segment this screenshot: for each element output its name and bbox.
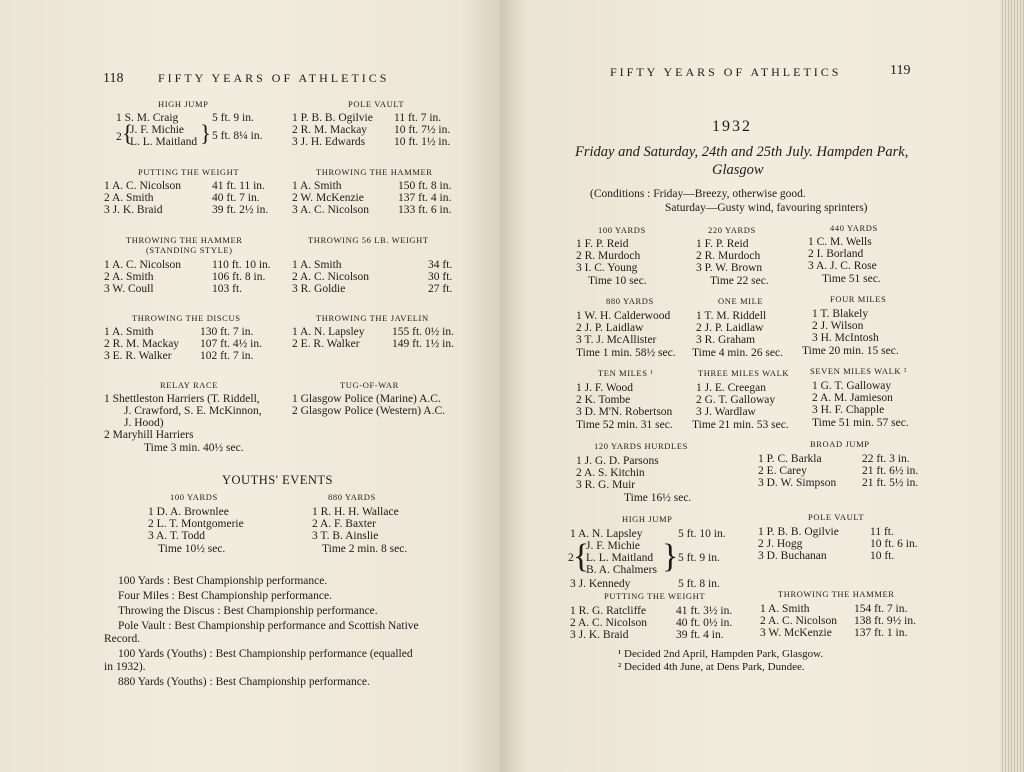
entry: 3 J. K. Braid xyxy=(570,629,629,641)
entry: J. F. Michie xyxy=(586,540,641,552)
entry: 2 R. Murdoch xyxy=(696,250,761,262)
entry: 1 W. H. Calderwood xyxy=(576,310,671,322)
entry: 3 I. C. Young xyxy=(576,262,638,274)
entry: 2 Maryhill Harriers xyxy=(104,429,194,441)
entry: L. L. Maitland xyxy=(130,136,198,148)
result: 5 ft. 8¼ in. xyxy=(212,130,263,142)
entry: 3 D. W. Simpson xyxy=(758,477,837,489)
result: 149 ft. 1½ in. xyxy=(392,338,454,350)
entry: 2 Glasgow Police (Western) A.C. xyxy=(292,405,446,417)
entry: 3 A. J. C. Rose xyxy=(808,260,877,272)
entry: 3 E. R. Walker xyxy=(104,350,172,362)
section-heading: THROWING THE DISCUS xyxy=(132,313,241,323)
section-heading: BROAD JUMP xyxy=(810,439,870,449)
running-head: FIFTY YEARS OF ATHLETICS xyxy=(158,71,390,85)
entry: 3 R. Graham xyxy=(696,334,756,346)
entry: 1 A. N. Lapsley xyxy=(570,528,643,540)
result: 150 ft. 8 in. xyxy=(398,180,452,192)
result: 154 ft. 7 in. xyxy=(854,603,908,615)
page-number: 118 xyxy=(103,71,124,86)
result: 11 ft. xyxy=(870,526,894,538)
section-heading: SEVEN MILES WALK ² xyxy=(810,366,908,376)
entry: 1 P. B. B. Ogilvie xyxy=(292,112,373,124)
race-time: Time 22 sec. xyxy=(710,275,769,287)
bracket-close: } xyxy=(200,121,212,146)
entry: 2 A. C. Nicolson xyxy=(570,617,647,629)
note: Record. xyxy=(104,633,141,645)
entry: 1 A. C. Nicolson xyxy=(104,180,181,192)
entry: 1 A. Smith xyxy=(292,180,342,192)
entry: J. F. Michie xyxy=(130,124,185,136)
result: 27 ft. xyxy=(428,283,453,295)
note: 100 Yards : Best Championship performance. xyxy=(118,575,328,587)
race-time: Time 52 min. 31 sec. xyxy=(576,419,673,431)
entry: 3 H. F. Chapple xyxy=(812,404,885,416)
section-heading: 220 YARDS xyxy=(708,225,756,235)
result: 137 ft. 1 in. xyxy=(854,627,908,639)
entry: 1 A. C. Nicolson xyxy=(104,259,181,271)
race-time: Time 2 min. 8 sec. xyxy=(322,543,408,555)
entry: 1 S. M. Craig xyxy=(116,112,179,124)
race-time: Time 20 min. 15 sec. xyxy=(802,345,899,357)
entry: 2 A. C. Nicolson xyxy=(292,271,369,283)
note: Four Miles : Best Championship performance. xyxy=(118,590,332,602)
section-heading: HIGH JUMP xyxy=(622,514,673,524)
entry: 1 R. H. H. Wallace xyxy=(312,506,399,518)
entry: 2 K. Tombe xyxy=(576,394,631,406)
race-time: Time 51 min. 57 sec. xyxy=(812,417,909,429)
footnote: ¹ Decided 2nd April, Hampden Park, Glasgow. xyxy=(618,648,824,660)
entry: 1 J. F. Wood xyxy=(576,382,634,394)
conditions: Saturday—Gusty wind, favouring sprinters) xyxy=(665,202,868,214)
result: 102 ft. 7 in. xyxy=(200,350,254,362)
result: 5 ft. 9 in. xyxy=(212,112,254,124)
note: in 1932). xyxy=(104,661,146,673)
result: 10 ft. 7½ in. xyxy=(394,124,451,136)
race-time: Time 1 min. 58½ sec. xyxy=(576,347,676,359)
section-heading: THROWING THE HAMMER xyxy=(778,589,895,599)
result: 130 ft. 7 in. xyxy=(200,326,254,338)
entry: 1 J. G. D. Parsons xyxy=(576,455,659,467)
entry: 3 W. McKenzie xyxy=(760,627,832,639)
section-heading: POLE VAULT xyxy=(808,512,865,522)
result: 133 ft. 6 in. xyxy=(398,204,452,216)
entry: 1 A. N. Lapsley xyxy=(292,326,365,338)
bracket-open: { xyxy=(122,121,134,146)
bracket-close: } xyxy=(662,538,679,575)
entry: 2 J. Hogg xyxy=(758,538,803,550)
entry: 2 L. T. Montgomerie xyxy=(148,518,244,530)
result: 21 ft. 6½ in. xyxy=(862,465,919,477)
result: 40 ft. 0½ in. xyxy=(676,617,733,629)
entry: 2 J. P. Laidlaw xyxy=(576,322,644,334)
result: 110 ft. 10 in. xyxy=(212,259,271,271)
footnote: ² Decided 4th June, at Dens Park, Dundee. xyxy=(618,661,805,673)
race-time: Time 4 min. 26 sec. xyxy=(692,347,783,359)
note: Pole Vault : Best Championship performance and Scottish Native xyxy=(118,620,419,632)
result: 106 ft. 8 in. xyxy=(212,271,266,283)
entry: 1 R. G. Ratcliffe xyxy=(570,605,647,617)
note: 880 Yards (Youths) : Best Championship performance. xyxy=(118,676,370,688)
entry: 3 W. Coull xyxy=(104,283,154,295)
entry: 2 R. M. Mackay xyxy=(104,338,180,350)
race-time: Time 3 min. 40½ sec. xyxy=(144,442,244,454)
conditions: (Conditions : Friday—Breezy, otherwise good. xyxy=(590,188,806,200)
entry: 3 A. T. Todd xyxy=(148,530,206,542)
section-heading: THROWING 56 LB. WEIGHT xyxy=(308,235,429,245)
section-heading: THREE MILES WALK xyxy=(698,368,790,378)
section-heading: 880 YARDS xyxy=(328,492,376,502)
position: 2 xyxy=(116,131,122,143)
entry: 1 D. A. Brownlee xyxy=(148,506,229,518)
result: 107 ft. 4½ in. xyxy=(200,338,262,350)
running-head: FIFTY YEARS OF ATHLETICS xyxy=(610,65,842,79)
result: 155 ft. 0½ in. xyxy=(392,326,454,338)
entry: 1 P. B. B. Ogilvie xyxy=(758,526,839,538)
entry: 2 E. Carey xyxy=(758,465,807,477)
result: 5 ft. 8 in. xyxy=(678,578,720,590)
section-subheading: (STANDING STYLE) xyxy=(146,245,233,255)
section-heading: ONE MILE xyxy=(718,296,764,306)
entry: 2 A. Smith xyxy=(104,271,154,283)
result: 40 ft. 7 in. xyxy=(212,192,260,204)
page-edges xyxy=(1000,0,1024,772)
bracket-open: { xyxy=(573,538,590,575)
entry: 1 T. M. Riddell xyxy=(696,310,767,322)
result: 137 ft. 4 in. xyxy=(398,192,452,204)
entry: 1 C. M. Wells xyxy=(808,236,872,248)
result: 138 ft. 9½ in. xyxy=(854,615,916,627)
entry: 2 G. T. Galloway xyxy=(696,394,776,406)
entry: 2 A. M. Jamieson xyxy=(812,392,893,404)
page-number: 119 xyxy=(890,63,911,78)
entry: 1 A. Smith xyxy=(760,603,810,615)
entry: J. Crawford, S. E. McKinnon, xyxy=(124,405,262,417)
entry: 1 A. Smith xyxy=(292,259,342,271)
result: 10 ft. 1½ in. xyxy=(394,136,451,148)
entry: 1 F. P. Reid xyxy=(576,238,629,250)
entry: 1 G. T. Galloway xyxy=(812,380,892,392)
result: 5 ft. 9 in. xyxy=(678,552,720,564)
entry: 3 R. Goldie xyxy=(292,283,346,295)
entry: 2 A. Smith xyxy=(104,192,154,204)
result: 22 ft. 3 in. xyxy=(862,453,910,465)
result: 30 ft. xyxy=(428,271,453,283)
result: 11 ft. 7 in. xyxy=(394,112,442,124)
note: Throwing the Discus : Best Championship performance. xyxy=(118,605,378,617)
entry: 2 E. R. Walker xyxy=(292,338,360,350)
result: 39 ft. 2½ in. xyxy=(212,204,269,216)
race-time: Time 21 min. 53 sec. xyxy=(692,419,789,431)
section-heading: HIGH JUMP xyxy=(158,99,209,109)
result: 103 ft. xyxy=(212,283,243,295)
entry: 1 Glasgow Police (Marine) A.C. xyxy=(292,393,441,405)
entry: 2 A. C. Nicolson xyxy=(760,615,837,627)
left-page xyxy=(0,0,500,772)
result: 39 ft. 4 in. xyxy=(676,629,724,641)
section-heading: 120 YARDS HURDLES xyxy=(594,441,688,451)
section-heading: RELAY RACE xyxy=(160,380,219,390)
entry: 1 Shettleston Harriers (T. Riddell, xyxy=(104,393,260,405)
result: 10 ft. 6 in. xyxy=(870,538,918,550)
entry: 3 J. Kennedy xyxy=(570,578,631,590)
entry: 3 A. C. Nicolson xyxy=(292,204,369,216)
entry: L. L. Maitland xyxy=(586,552,654,564)
entry: 3 J. Wardlaw xyxy=(696,406,756,418)
race-time: Time 16½ sec. xyxy=(624,492,692,504)
section-heading: TUG-OF-WAR xyxy=(340,380,399,390)
entry: 1 T. Blakely xyxy=(812,308,869,320)
entry: 3 R. G. Muir xyxy=(576,479,636,491)
result: 5 ft. 10 in. xyxy=(678,528,726,540)
note: 100 Yards (Youths) : Best Championship performance (equalled xyxy=(118,648,413,660)
entry: 3 D. M'N. Robertson xyxy=(576,406,673,418)
position: 2 xyxy=(568,552,574,564)
entry: 2 W. McKenzie xyxy=(292,192,364,204)
section-heading: PUTTING THE WEIGHT xyxy=(604,591,706,601)
entry: 3 H. McIntosh xyxy=(812,332,879,344)
entry: 1 F. P. Reid xyxy=(696,238,749,250)
section-heading: 100 YARDS xyxy=(598,225,646,235)
entry: 2 A. F. Baxter xyxy=(312,518,376,530)
entry: J. Hood) xyxy=(124,417,164,429)
entry: 3 J. K. Braid xyxy=(104,204,163,216)
result: 21 ft. 5½ in. xyxy=(862,477,919,489)
section-heading: 100 YARDS xyxy=(170,492,218,502)
entry: 3 D. Buchanan xyxy=(758,550,827,562)
entry: 1 P. C. Barkla xyxy=(758,453,822,465)
section-heading: FOUR MILES xyxy=(830,294,887,304)
right-page xyxy=(500,0,1000,772)
race-time: Time 10 sec. xyxy=(588,275,647,287)
race-time: Time 10½ sec. xyxy=(158,543,226,555)
section-heading: 440 YARDS xyxy=(830,223,878,233)
entry: 3 J. H. Edwards xyxy=(292,136,366,148)
entry: 1 J. E. Creegan xyxy=(696,382,766,394)
result: 41 ft. 11 in. xyxy=(212,180,265,192)
result: 34 ft. xyxy=(428,259,453,271)
race-time: Time 51 sec. xyxy=(822,273,881,285)
entry: 2 J. P. Laidlaw xyxy=(696,322,764,334)
entry: 3 P. W. Brown xyxy=(696,262,763,274)
meeting-date: Friday and Saturday, 24th and 25th July. Hampden Park, xyxy=(575,144,909,160)
entry: 2 R. M. Mackay xyxy=(292,124,368,136)
entry: 3 T. J. McAllister xyxy=(576,334,657,346)
entry: B. A. Chalmers xyxy=(586,564,657,576)
entry: 2 R. Murdoch xyxy=(576,250,641,262)
meeting-venue: Glasgow xyxy=(712,162,764,178)
year-heading: 1932 xyxy=(712,118,752,135)
section-heading: THROWING THE JAVELIN xyxy=(316,313,429,323)
entry: 2 I. Borland xyxy=(808,248,864,260)
entry: 2 J. Wilson xyxy=(812,320,864,332)
entry: 3 T. B. Ainslie xyxy=(312,530,379,542)
entry: 2 A. S. Kitchin xyxy=(576,467,645,479)
section-heading: THROWING THE HAMMER xyxy=(316,167,433,177)
section-heading: POLE VAULT xyxy=(348,99,405,109)
section-heading: 880 YARDS xyxy=(606,296,654,306)
section-heading: TEN MILES ¹ xyxy=(598,368,654,378)
entry: 1 A. Smith xyxy=(104,326,154,338)
result: 41 ft. 3½ in. xyxy=(676,605,733,617)
result: 10 ft. xyxy=(870,550,895,562)
section-heading: PUTTING THE WEIGHT xyxy=(138,167,240,177)
section-heading: THROWING THE HAMMER xyxy=(126,235,243,245)
youths-events-title: YOUTHS' EVENTS xyxy=(222,473,333,487)
